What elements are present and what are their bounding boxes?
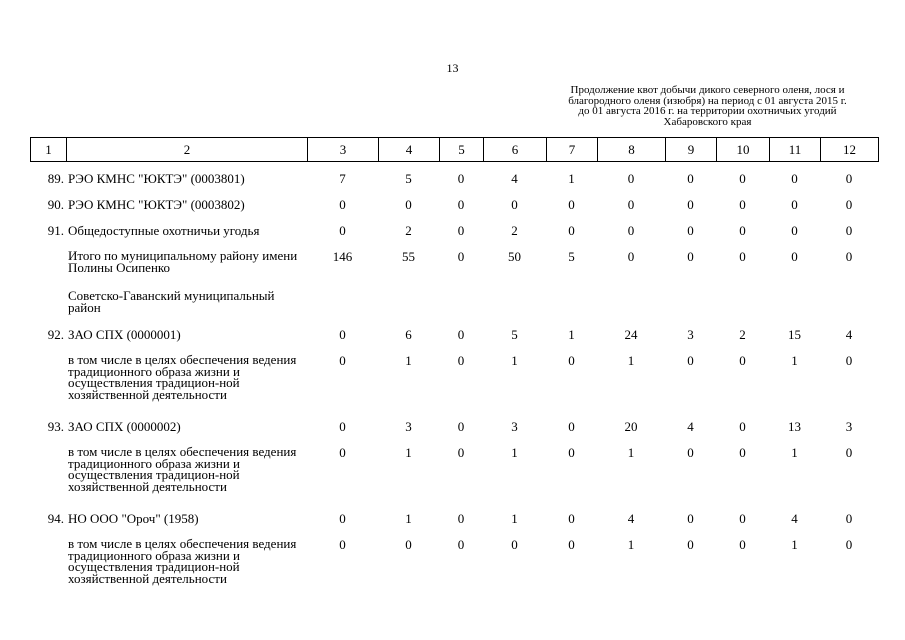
row-number: 89.	[47, 171, 64, 186]
row-value: 0	[687, 223, 694, 238]
row-value: 2	[405, 223, 412, 238]
row-value: 0	[739, 537, 746, 552]
row-value: 7	[339, 171, 346, 186]
row-value: 2	[511, 223, 518, 238]
row-value: 0	[339, 353, 346, 368]
row-value: 4	[687, 419, 694, 434]
row-value: 0	[845, 249, 853, 264]
row-value: 0	[511, 537, 518, 552]
row-value: 0	[687, 249, 694, 264]
row-value: 3	[845, 419, 853, 434]
row-value: 0	[568, 419, 575, 434]
row-value: 0	[339, 511, 346, 526]
row-value: 0	[739, 511, 746, 526]
column-number-header	[30, 137, 879, 162]
row-value: 0	[687, 197, 694, 212]
row-value: 0	[568, 511, 575, 526]
row-value: 0	[791, 197, 798, 212]
row-value: 1	[791, 353, 798, 368]
row-name: ЗАО СПХ (0000002)	[68, 419, 181, 434]
row-value: 0	[739, 171, 746, 186]
row-value: 2	[739, 327, 746, 342]
row-value: 0	[791, 171, 798, 186]
row-value: 1	[511, 445, 518, 460]
row-value: 6	[405, 327, 412, 342]
row-value: 0	[845, 445, 853, 460]
row-value: 0	[568, 353, 575, 368]
column-header: 4	[379, 138, 440, 162]
row-value: 0	[739, 197, 746, 212]
column-header: 2	[67, 138, 308, 162]
row-value: 1	[627, 353, 635, 368]
row-value: 0	[687, 353, 694, 368]
column-header: 1	[31, 138, 67, 162]
column-header: 6	[484, 138, 547, 162]
row-value: 0	[457, 445, 465, 460]
row-name: ЗАО СПХ (0000001)	[68, 327, 181, 342]
column-header: 9	[666, 138, 717, 162]
row-value: 0	[457, 511, 465, 526]
row-value: 0	[687, 445, 694, 460]
row-value: 0	[687, 511, 694, 526]
row-value: 5	[511, 327, 518, 342]
column-header: 8	[598, 138, 666, 162]
row-value: 0	[845, 353, 853, 368]
caption-line: до 01 августа 2016 г. на территории охотничьих угодий	[578, 105, 837, 117]
row-number: 90.	[47, 197, 64, 212]
row-value: 0	[457, 197, 465, 212]
row-value: 1	[405, 511, 412, 526]
row-value: 13	[788, 419, 801, 434]
row-value: 1	[511, 511, 518, 526]
row-value: 0	[457, 419, 465, 434]
row-value: 0	[687, 171, 694, 186]
row-value: 1	[568, 171, 575, 186]
column-header: 12	[821, 138, 879, 162]
row-value: 0	[339, 445, 346, 460]
row-value: 0	[457, 171, 465, 186]
row-number: 93.	[47, 419, 64, 434]
row-value: 1	[511, 353, 518, 368]
row-value: 0	[568, 445, 575, 460]
row-value: 0	[627, 249, 635, 264]
column-header: 10	[717, 138, 770, 162]
row-value: 0	[627, 223, 635, 238]
column-header: 7	[547, 138, 598, 162]
row-value: 1	[405, 353, 412, 368]
row-value: 0	[457, 327, 465, 342]
row-value: 0	[845, 537, 853, 552]
column-header: 5	[440, 138, 484, 162]
row-value: 0	[627, 171, 635, 186]
row-number: 91.	[47, 223, 64, 238]
row-value: 0	[457, 537, 465, 552]
row-name: Итого по муниципальному району имени Полины Осипенко	[68, 248, 298, 275]
row-name: в том числе в целях обеспечения ведения традиционного образа жизни и осуществления традицион-ной хозяйственной деятельности	[68, 352, 297, 402]
row-value: 0	[791, 249, 798, 264]
row-name: Советско-Гаванский муниципальный район	[68, 288, 275, 315]
row-value: 4	[627, 511, 635, 526]
row-value: 0	[568, 197, 575, 212]
row-value: 0	[568, 537, 575, 552]
row-value: 5	[568, 249, 575, 264]
row-value: 3	[687, 327, 694, 342]
row-name: Общедоступные охотничьи угодья	[68, 223, 260, 238]
column-header: 11	[770, 138, 821, 162]
row-value: 3	[511, 419, 518, 434]
row-value: 0	[457, 249, 465, 264]
row-value: 4	[511, 171, 518, 186]
row-value: 0	[627, 197, 635, 212]
row-value: 55	[402, 249, 415, 264]
row-number: 92.	[47, 327, 64, 342]
row-value: 0	[405, 537, 412, 552]
row-value: 1	[791, 537, 798, 552]
row-value: 0	[845, 171, 853, 186]
row-value: 0	[405, 197, 412, 212]
row-name: РЭО КМНС "ЮКТЭ" (0003801)	[68, 171, 245, 186]
row-value: 24	[624, 327, 638, 342]
row-value: 0	[339, 327, 346, 342]
row-value: 0	[845, 197, 853, 212]
row-value: 0	[739, 223, 746, 238]
row-value: 146	[332, 249, 353, 264]
row-value: 0	[339, 197, 346, 212]
row-value: 0	[568, 223, 575, 238]
row-value: 1	[627, 537, 635, 552]
row-value: 5	[405, 171, 412, 186]
row-value: 15	[788, 327, 801, 342]
row-value: 0	[457, 353, 465, 368]
row-value: 0	[687, 537, 694, 552]
caption-line: Хабаровского края	[663, 115, 752, 128]
row-value: 50	[508, 249, 521, 264]
row-name: в том числе в целях обеспечения ведения традиционного образа жизни и осуществления традицион-ной хозяйственной деятельности	[68, 444, 297, 494]
row-value: 3	[405, 419, 412, 434]
row-value: 0	[339, 419, 346, 434]
row-value: 20	[624, 419, 638, 434]
page-number: 13	[446, 61, 459, 75]
row-value: 0	[739, 353, 746, 368]
row-value: 0	[457, 223, 465, 238]
caption-line: Продолжение квот добычи дикого северного оленя, лося и	[570, 84, 845, 96]
row-value: 0	[339, 537, 346, 552]
row-name: НО ООО "Ороч" (1958)	[68, 511, 199, 526]
row-value: 0	[339, 223, 346, 238]
row-value: 0	[845, 223, 853, 238]
caption-line: благородного оленя (изюбря) на период с 01 августа 2015 г.	[568, 94, 847, 107]
row-value: 1	[405, 445, 412, 460]
column-header: 3	[308, 138, 379, 162]
row-name: в том числе в целях обеспечения ведения традиционного образа жизни и осуществления традицион-ной хозяйственной деятельности	[68, 536, 297, 586]
row-value: 1	[568, 327, 575, 342]
row-value: 0	[739, 445, 746, 460]
row-value: 4	[791, 511, 798, 526]
row-value: 0	[511, 197, 518, 212]
row-value: 0	[739, 419, 746, 434]
row-value: 1	[627, 445, 635, 460]
row-value: 0	[845, 511, 853, 526]
row-number: 94.	[47, 511, 64, 526]
row-value: 0	[739, 249, 746, 264]
row-value: 1	[791, 445, 798, 460]
row-value: 0	[791, 223, 798, 238]
row-value: 4	[845, 327, 853, 342]
row-name: РЭО КМНС "ЮКТЭ" (0003802)	[68, 197, 245, 212]
table-continuation-caption	[535, 85, 880, 127]
